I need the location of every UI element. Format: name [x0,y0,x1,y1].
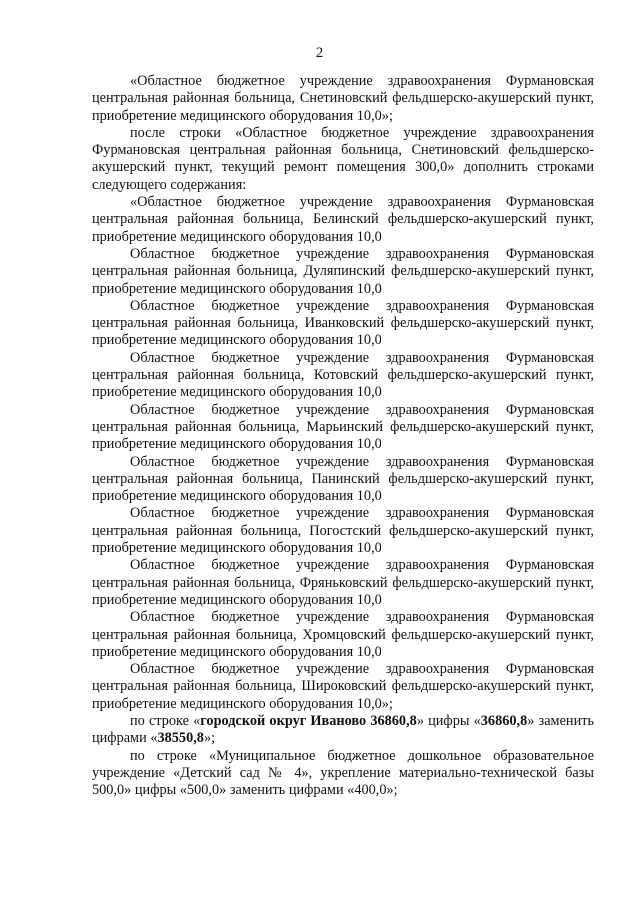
paragraph-2: после строки «Областное бюджетное учреждение здравоохранения Фурмановская центральная районная больница, Снетиновский фельдшерско-акушерский пункт, текущий ремонт помещения 300,0» дополнить строками следующего содержания: [92,124,594,193]
paragraph-9: Областное бюджетное учреждение здравоохранения Фурмановская центральная районная больница, Погостский фельдшерско-акушерский пункт, приобретение медицинского оборудования 10,0 [92,505,594,557]
paragraph-ivanovo [92,713,594,748]
paragraph-4: Областное бюджетное учреждение здравоохранения Фурмановская центральная районная больница, Дуляпинский фельдшерско-акушерский пункт, приобретение медицинского оборудования 10,0 [92,245,594,297]
ivanovo-text-2: » цифры « [416,712,481,729]
ivanovo-text-4: »; [203,730,216,747]
ivanovo-bold-3: 38550,8 [157,730,204,747]
paragraph-3: «Областное бюджетное учреждение здравоохранения Фурмановская центральная районная больница, Белинский фельдшерско-акушерский пункт, приобретение медицинского оборудования 10,0 [92,194,594,245]
document-body [92,73,594,799]
paragraph-1: «Областное бюджетное учреждение здравоохранения Фурмановская центральная районная больница, Снетиновский фельдшерско-акушерский пункт, приобретение медицинского оборудования 10,0»; [92,73,594,124]
paragraph-8: Областное бюджетное учреждение здравоохранения Фурмановская центральная районная больница, Панинский фельдшерско-акушерский пункт, приобретение медицинского оборудования 10,0 [92,453,594,505]
paragraph-5: Областное бюджетное учреждение здравоохранения Фурмановская центральная районная больница, Иванковский фельдшерско-акушерский пункт, приобретение медицинского оборудования 10,0 [92,297,594,349]
ivanovo-text-1: по строке « [130,712,201,729]
paragraph-7: Областное бюджетное учреждение здравоохранения Фурмановская центральная районная больница, Марьинский фельдшерско-акушерский пункт, приобретение медицинского оборудования 10,0 [92,401,594,453]
ivanovo-bold-1: городской округ Иваново 36860,8 [200,712,417,729]
paragraph-11: Областное бюджетное учреждение здравоохранения Фурмановская центральная районная больница, Хромцовский фельдшерско-акушерский пункт, приобретение медицинского оборудования 10,0 [92,609,594,660]
paragraph-last: по строке «Муниципальное бюджетное дошкольное образовательное учреждение «Детский сад № 4», укрепление материально-технической базы 500,0» цифры «500,0» заменить цифрами «400,0»; [92,747,594,799]
paragraph-10: Областное бюджетное учреждение здравоохранения Фурмановская центральная районная больница, Фряньковский фельдшерско-акушерский пункт, приобретение медицинского оборудования 10,0 [92,557,594,608]
paragraph-6: Областное бюджетное учреждение здравоохранения Фурмановская центральная районная больница, Котовский фельдшерско-акушерский пункт, приобретение медицинского оборудования 10,0 [92,349,594,401]
ivanovo-text-3: » заменить цифрами « [92,712,595,747]
page-number: 2 [315,45,324,61]
ivanovo-bold-2: 36860,8 [480,712,528,729]
paragraph-12: Областное бюджетное учреждение здравоохранения Фурмановская центральная районная больница, Широковский фельдшерско-акушерский пункт, приобретение медицинского оборудования 10,0»; [92,661,594,712]
